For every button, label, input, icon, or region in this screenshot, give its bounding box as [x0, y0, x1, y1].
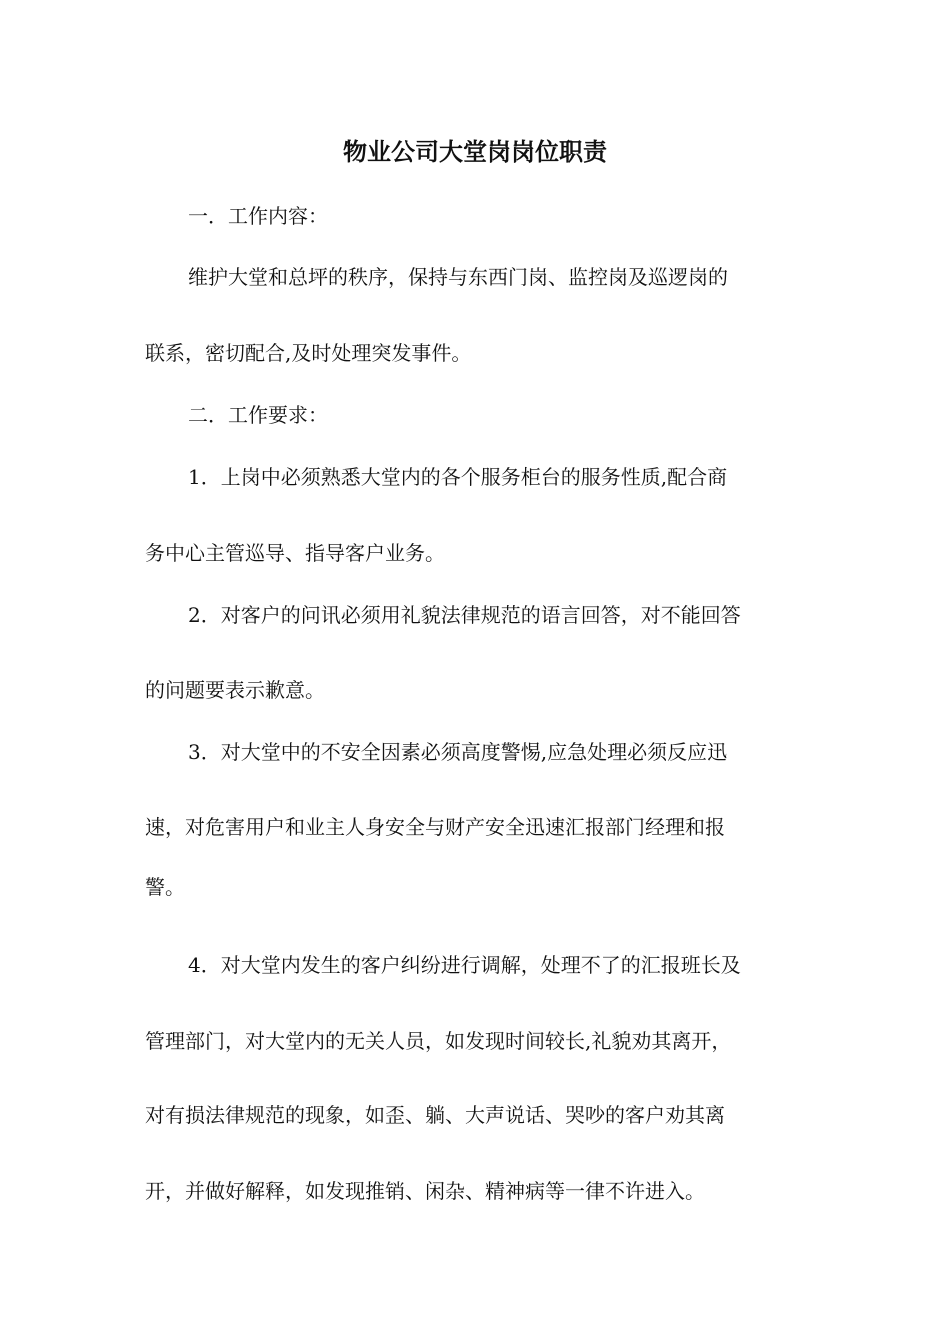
section-heading-work-requirements: 二．工作要求： — [188, 403, 328, 427]
paragraph-line: 1．上岗中必须熟悉大堂内的各个服务柜台的服务性质,配合商 — [188, 465, 728, 489]
paragraph-line: 联系，密切配合,及时处理突发事件。 — [145, 341, 472, 365]
section-heading-work-content: 一．工作内容： — [188, 204, 328, 228]
paragraph-line: 的问题要表示歉意。 — [145, 678, 325, 702]
paragraph-line: 务中心主管巡导、指导客户业务。 — [145, 541, 445, 565]
paragraph-line: 对有损法律规范的现象，如歪、躺、大声说话、哭吵的客户劝其离 — [145, 1103, 725, 1127]
paragraph-line: 速，对危害用户和业主人身安全与财产安全迅速汇报部门经理和报 — [145, 815, 725, 839]
paragraph-line: 管理部门，对大堂内的无关人员，如发现时间较长,礼貌劝其离开， — [145, 1029, 732, 1053]
paragraph-line: 2．对客户的问讯必须用礼貌法律规范的语言回答，对不能回答 — [188, 603, 741, 627]
paragraph-line: 4．对大堂内发生的客户纠纷进行调解，处理不了的汇报班长及 — [188, 953, 741, 977]
paragraph-line: 3．对大堂中的不安全因素必须高度警惕,应急处理必须反应迅 — [188, 740, 728, 764]
paragraph-line: 开，并做好解释，如发现推销、闲杂、精神病等一律不许进入。 — [145, 1179, 705, 1203]
paragraph-line: 维护大堂和总坪的秩序，保持与东西门岗、监控岗及巡逻岗的 — [188, 265, 728, 289]
paragraph-line: 警。 — [145, 875, 185, 899]
document-title: 物业公司大堂岗岗位职责 — [343, 137, 607, 166]
